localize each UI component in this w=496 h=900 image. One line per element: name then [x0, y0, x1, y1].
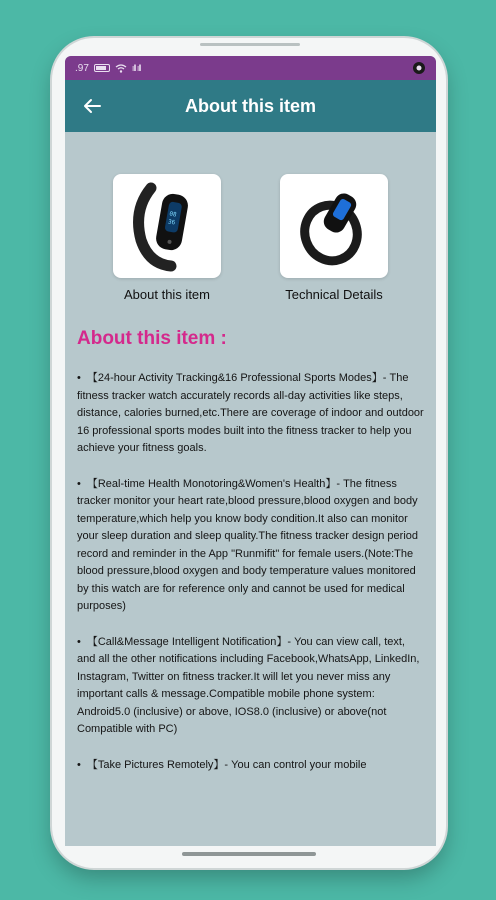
status-right	[412, 61, 426, 75]
feature-paragraph	[77, 757, 424, 775]
fitness-band-side-image	[291, 183, 377, 269]
app-screen	[65, 56, 436, 846]
status-bar	[65, 56, 436, 80]
settings-icon	[412, 61, 426, 75]
technical-details-card-label: Technical Details	[285, 287, 383, 302]
fitness-band-front-image	[127, 180, 207, 272]
arrow-left-icon	[83, 98, 101, 114]
phone-speaker	[200, 43, 300, 46]
feature-text: 【Take Pictures Remotely】- You can control your mobile	[86, 758, 367, 771]
about-item-card-label: About this item	[124, 287, 210, 302]
feature-paragraph	[77, 634, 424, 739]
technical-details-card[interactable]	[280, 174, 388, 278]
section-heading: About this item :	[77, 328, 227, 349]
feature-paragraph	[77, 476, 424, 616]
status-left	[75, 63, 140, 74]
page-title: About this item	[185, 95, 316, 116]
feature-paragraph	[77, 370, 424, 458]
bullet: •	[77, 477, 81, 490]
back-button[interactable]	[79, 93, 105, 119]
app-bar	[65, 80, 436, 132]
content-area	[65, 328, 436, 774]
bullet: •	[77, 635, 81, 648]
battery-icon	[94, 64, 110, 72]
signal-icon: ıll ıll	[131, 63, 141, 73]
bullet: •	[77, 758, 81, 771]
phone-home-bar	[182, 852, 316, 856]
about-item-card[interactable]	[113, 174, 221, 278]
svg-text:36: 36	[167, 218, 176, 227]
wifi-icon	[115, 64, 127, 73]
svg-text:08: 08	[168, 210, 178, 219]
card-row	[65, 132, 436, 328]
feature-text: 【Real-time Health Monotoring&Women's Health】- The fitness tracker monitor your heart rate,blood pressure,blood oxygen and body temperature,which help you know body condition.It also can monitor your sleep duration and sleep quality.The fitness tracker design period record and reminder in the App "Runmifit" for female users.(Note:The blood pressure,blood oxygen and body temperature values monitored by this watch are for reference only and cannot be used for medical purposes)	[77, 477, 418, 612]
status-text: .97	[75, 62, 89, 74]
feature-text: 【Call&Message Intelligent Notification】- You can view call, text, and all the other notifications including Facebook,WhatsApp, LinkedIn, Instagram, Twitter on fitness tracker.It will let you never miss any important calls & message.Compatible mobile phone system: Android5.0 (inclusive) or above, IOS8.0 (inclusive) or above(not Compatible with PC)	[77, 635, 420, 735]
feature-text: 【24-hour Activity Tracking&16 Professional Sports Modes】- The fitness tracker watch accurately records all-day activities like steps, distance, calories burned,etc.There are coverage of indoor and outdoor 16 professional sports modes built into the fitness tracker to help you achieve your fitness goals.	[77, 372, 424, 454]
bullet: •	[77, 372, 81, 384]
